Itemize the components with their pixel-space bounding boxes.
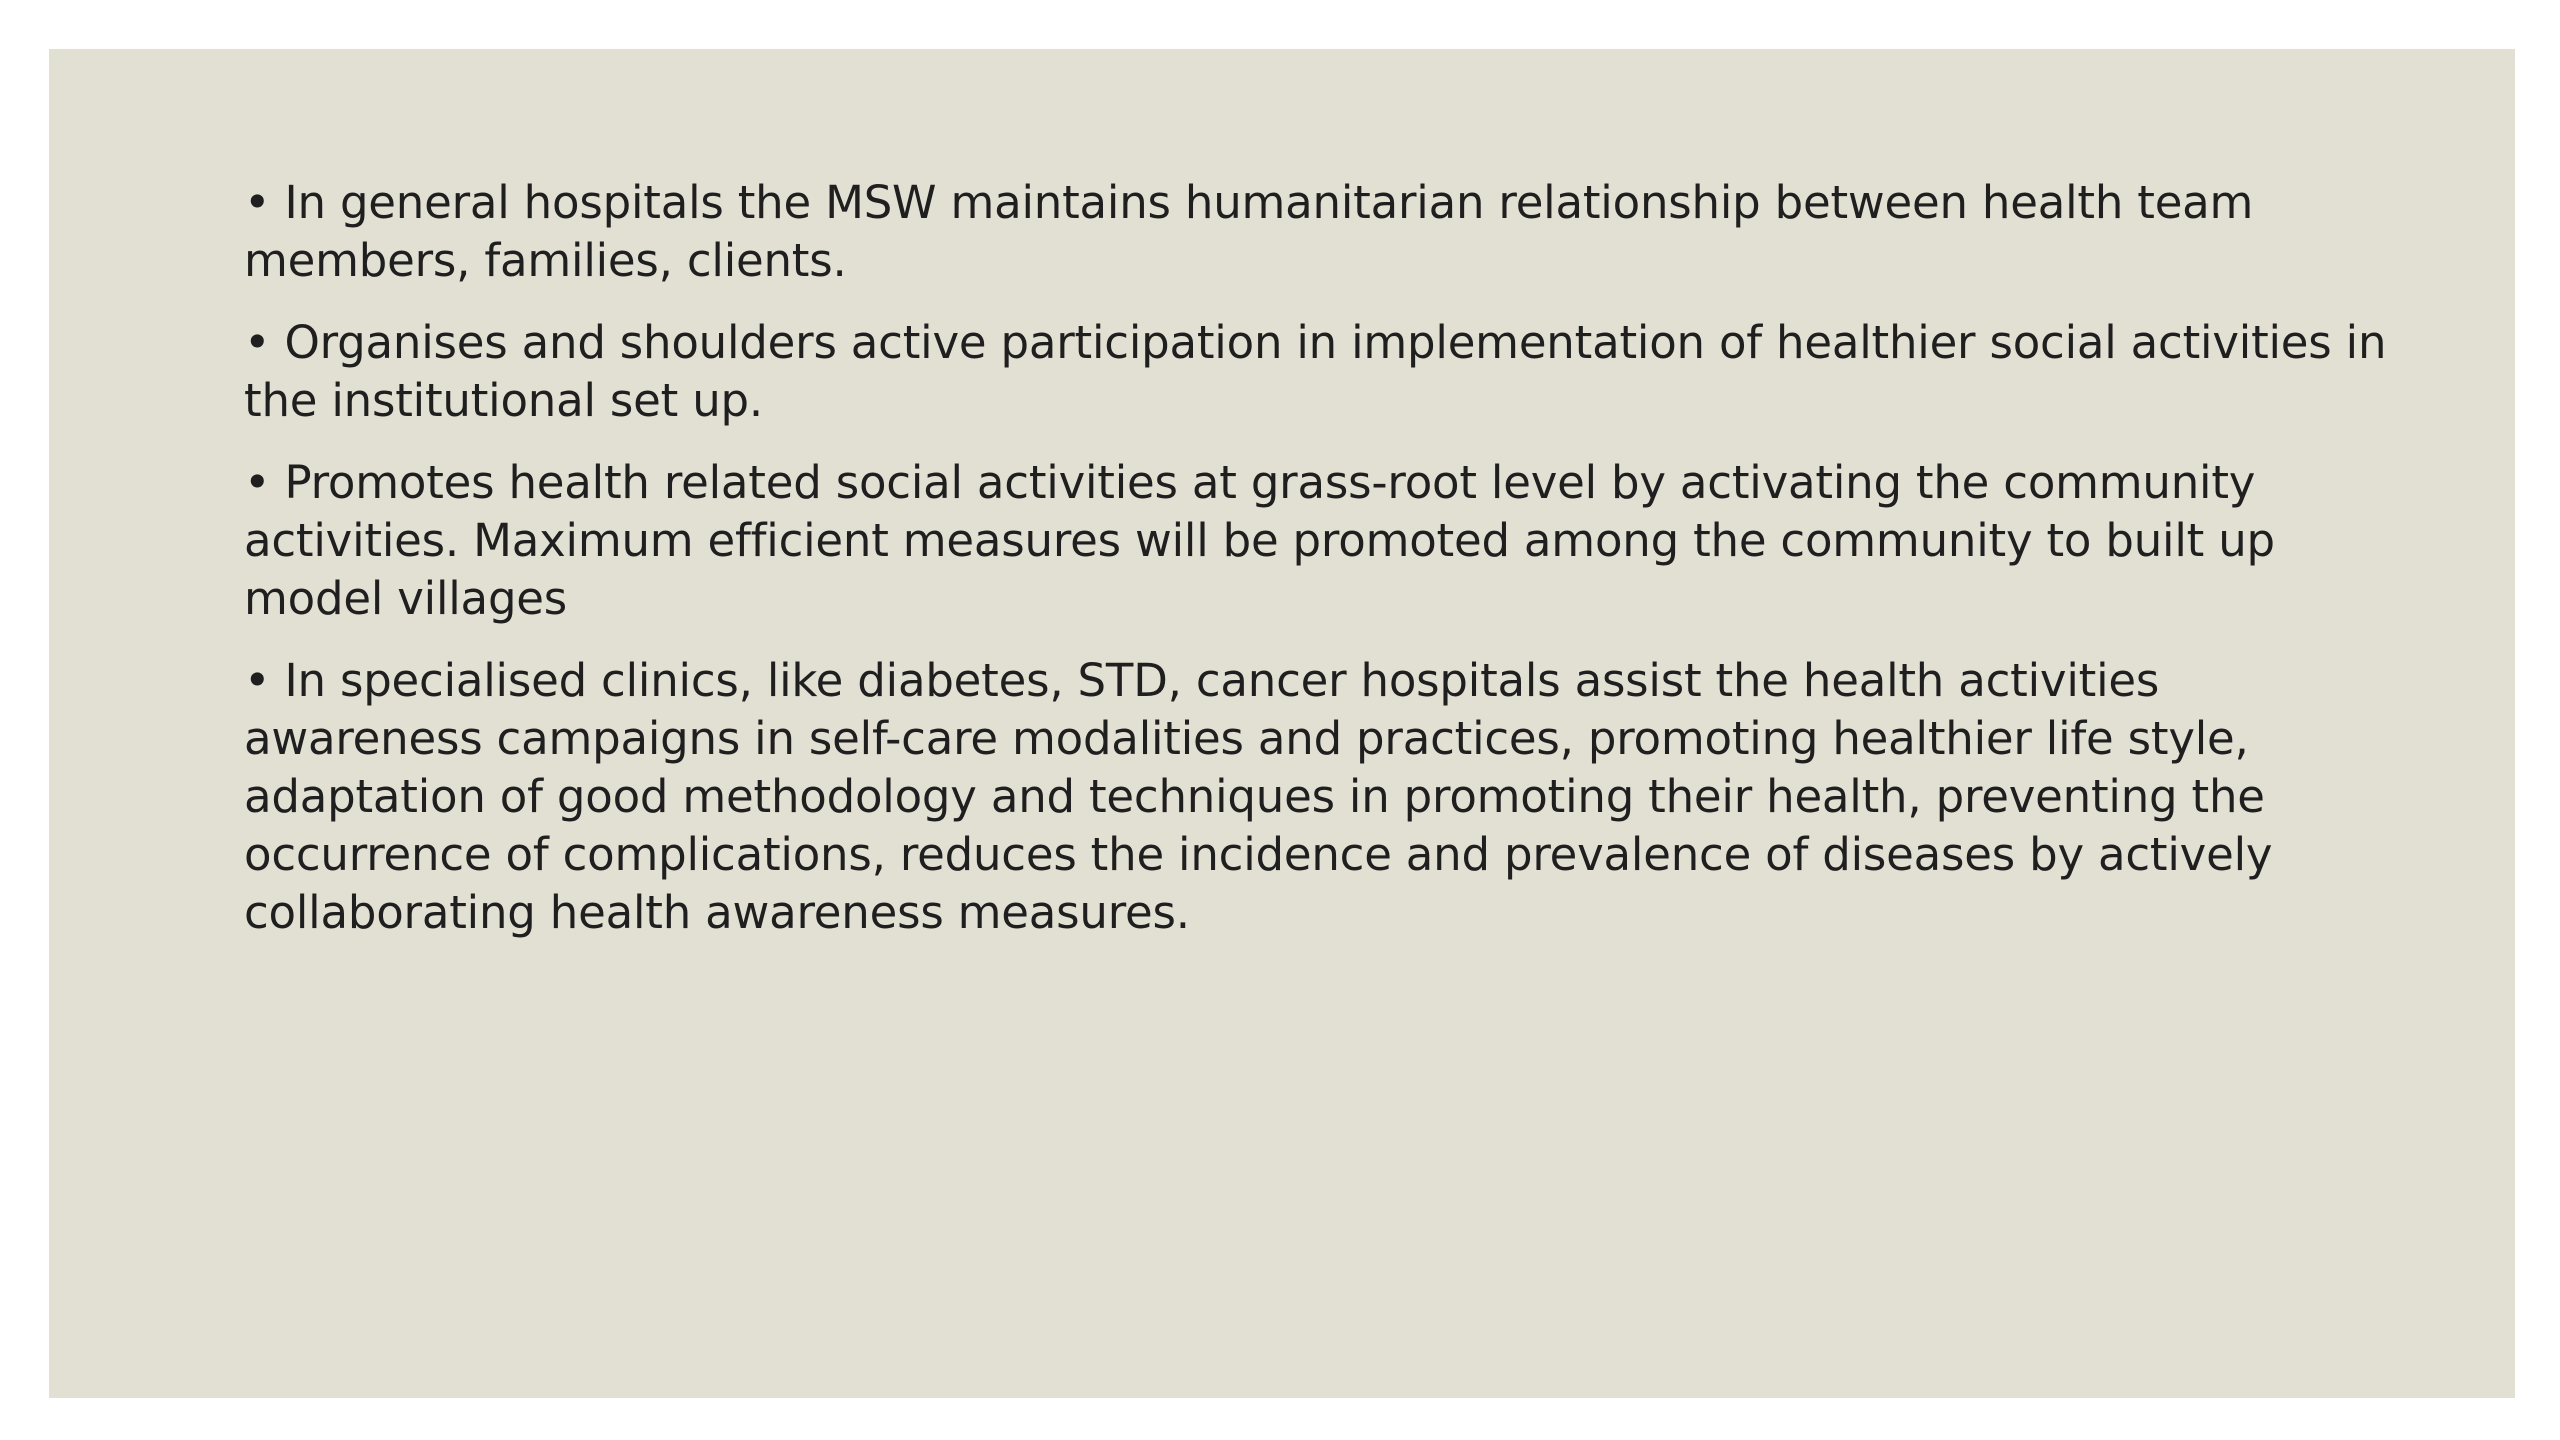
slide-body [244, 174, 2404, 966]
bullet-paragraph-1: • In general hospitals the MSW maintains humanitarian relationship between health team members, families, clients. [244, 176, 2254, 287]
bullet-paragraph-3: • Promotes health related social activities at grass-root level by activating the community activities. Maximum efficient measures will be promoted among the community to built up model villages [244, 456, 2275, 625]
bullet-paragraph-4: • In specialised clinics, like diabetes, STD, cancer hospitals assist the health activities awareness campaigns in self-care modalities and practices, promoting healthier life style, adaptation of good methodology and techniques in promoting their health, preventing the occurrence of complications, reduces the incidence and prevalence of diseases by actively collaborating health awareness measures. [244, 654, 2273, 939]
bullet-paragraph-2: • Organises and shoulders active participation in implementation of healthier social activities in the institutional set up. [244, 316, 2387, 427]
slide [49, 49, 2515, 1398]
